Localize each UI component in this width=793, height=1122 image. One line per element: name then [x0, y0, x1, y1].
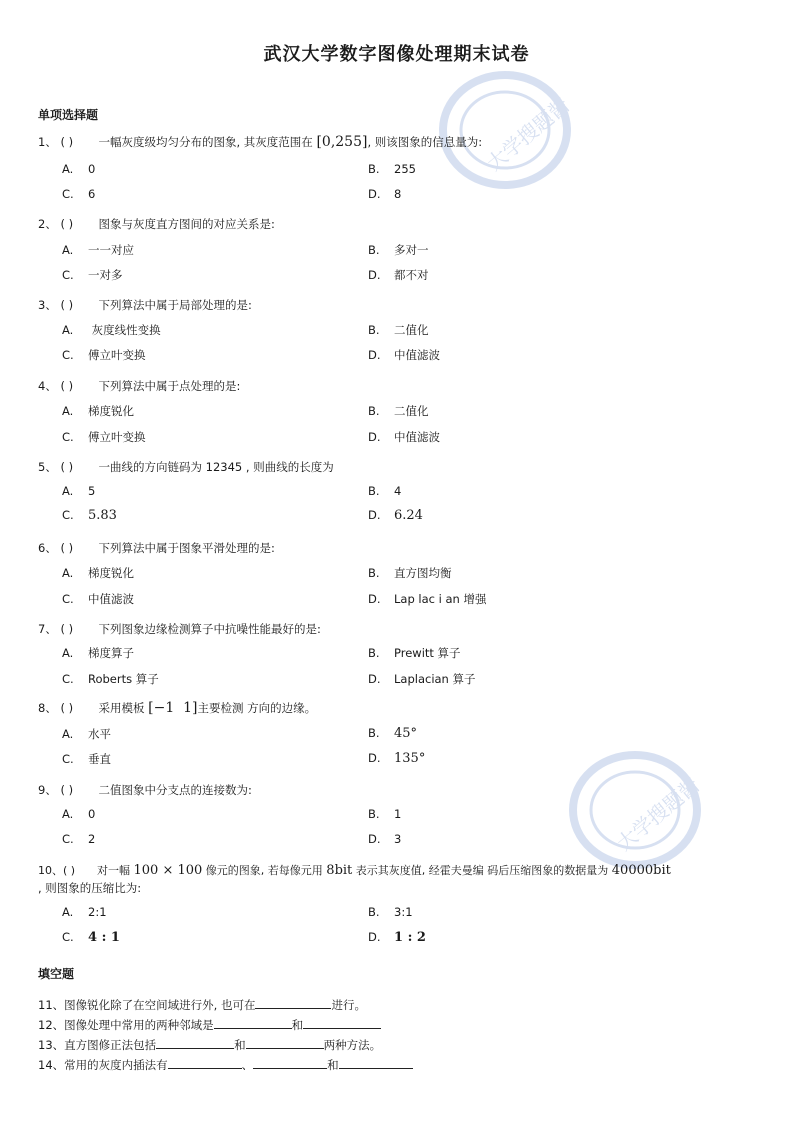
fill-question-13: 13、直方图修正法包括 和 两种方法。 [38, 1038, 382, 1052]
option-7b[interactable]: B. Prewitt 算子 [368, 646, 461, 660]
option-3d[interactable]: D. 中值滤波 [368, 348, 440, 362]
answer-blank[interactable] [168, 1056, 242, 1069]
option-8b[interactable]: B. 45° [368, 726, 418, 741]
option-9d[interactable]: D. 3 [368, 832, 402, 846]
option-4a[interactable]: A. 梯度锐化 [62, 404, 134, 418]
option-4b[interactable]: B. 二值化 [368, 404, 429, 418]
answer-blank[interactable] [255, 996, 331, 1009]
option-7c[interactable]: C. Roberts 算子 [62, 672, 159, 686]
question-9: 9、 ( ) 二值图象中分支点的连接数为: [38, 783, 252, 797]
question-1: 1、 ( ) 一幅灰度级均匀分布的图象, 其灰度范围在 [0,255], 则该图象的信息量为: [38, 134, 483, 150]
option-2c[interactable]: C. 一对多 [62, 268, 123, 282]
option-2b[interactable]: B. 多对一 [368, 243, 429, 257]
option-1c[interactable]: C. 6 [62, 187, 96, 201]
question-8: 8、 ( ) 采用模板 [−1 1]主要检测 方向的边缘。 [38, 700, 317, 716]
watermark-text: 大学搜题酱 [612, 772, 705, 856]
page-title: 武汉大学数字图像处理期末试卷 [263, 44, 530, 65]
answer-blank[interactable] [339, 1056, 413, 1069]
answer-blank[interactable] [253, 1056, 327, 1069]
answer-blank[interactable] [246, 1036, 324, 1049]
question-10: 10、( ) 对一幅 100 × 100 像元的图象, 若每像元用 8bit 表示其灰度值, 经霍夫曼编 码后压缩图象的数据量为 40000bit [38, 863, 671, 878]
option-6b[interactable]: B. 直方图均衡 [368, 566, 452, 580]
watermark-text: 大学搜题酱 [482, 92, 575, 176]
option-3c[interactable]: C. 傅立叶变换 [62, 348, 146, 362]
option-1b[interactable]: B. 255 [368, 162, 416, 176]
section-choice-title: 单项选择题 [38, 108, 99, 122]
option-6c[interactable]: C. 中值滤波 [62, 592, 134, 606]
option-4c[interactable]: C. 傅立叶变换 [62, 430, 146, 444]
answer-blank[interactable] [214, 1016, 292, 1029]
option-2d[interactable]: D. 都不对 [368, 268, 429, 282]
answer-blank[interactable] [156, 1036, 234, 1049]
answer-blank[interactable] [303, 1016, 381, 1029]
option-4d[interactable]: D. 中值滤波 [368, 430, 440, 444]
watermark-logo-bottom [560, 740, 710, 880]
option-5b[interactable]: B. 4 [368, 484, 402, 498]
option-9b[interactable]: B. 1 [368, 807, 402, 821]
option-6d[interactable]: D. Lap lac i an 增强 [368, 592, 487, 606]
option-5c[interactable]: C. 5.83 [62, 508, 117, 523]
option-10a[interactable]: A. 2:1 [62, 905, 107, 919]
question-7: 7、 ( ) 下列图象边缘检测算子中抗噪性能最好的是: [38, 622, 321, 636]
option-9a[interactable]: A. 0 [62, 807, 96, 821]
option-9c[interactable]: C. 2 [62, 832, 96, 846]
question-6: 6、 ( ) 下列算法中属于图象平滑处理的是: [38, 541, 275, 555]
question-2: 2、 ( ) 图象与灰度直方图间的对应关系是: [38, 217, 275, 231]
option-8a[interactable]: A. 水平 [62, 727, 111, 741]
option-7d[interactable]: D. Laplacian 算子 [368, 672, 476, 686]
question-3: 3、 ( ) 下列算法中属于局部处理的是: [38, 298, 252, 312]
fill-question-11: 11、图像锐化除了在空间域进行外, 也可在 进行。 [38, 998, 366, 1012]
option-10c[interactable]: C. 4 : 1 [62, 930, 120, 945]
option-8d[interactable]: D. 135° [368, 751, 426, 766]
option-7a[interactable]: A. 梯度算子 [62, 646, 134, 660]
option-5a[interactable]: A. 5 [62, 484, 96, 498]
fill-question-12: 12、图像处理中常用的两种邻域是 和 [38, 1016, 381, 1033]
watermark-logo-top [430, 60, 580, 200]
option-8c[interactable]: C. 垂直 [62, 752, 111, 766]
option-2a[interactable]: A. 一一对应 [62, 243, 134, 257]
question-10-line2: , 则图象的压缩比为: [38, 881, 142, 895]
option-3b[interactable]: B. 二值化 [368, 323, 429, 337]
section-fill-title: 填空题 [38, 967, 75, 981]
option-10b[interactable]: B. 3:1 [368, 905, 413, 919]
option-10d[interactable]: D. 1 : 2 [368, 930, 426, 945]
option-1d[interactable]: D. 8 [368, 187, 402, 201]
question-5: 5、 ( ) 一曲线的方向链码为 12345 , 则曲线的长度为 [38, 460, 334, 474]
option-1a[interactable]: A. 0 [62, 162, 96, 176]
option-3a[interactable]: A. 灰度线性变换 [62, 323, 161, 337]
question-4: 4、 ( ) 下列算法中属于点处理的是: [38, 379, 241, 393]
fill-question-14: 14、常用的灰度内插法有 、 和 [38, 1056, 413, 1073]
option-5d[interactable]: D. 6.24 [368, 508, 423, 523]
option-6a[interactable]: A. 梯度锐化 [62, 566, 134, 580]
